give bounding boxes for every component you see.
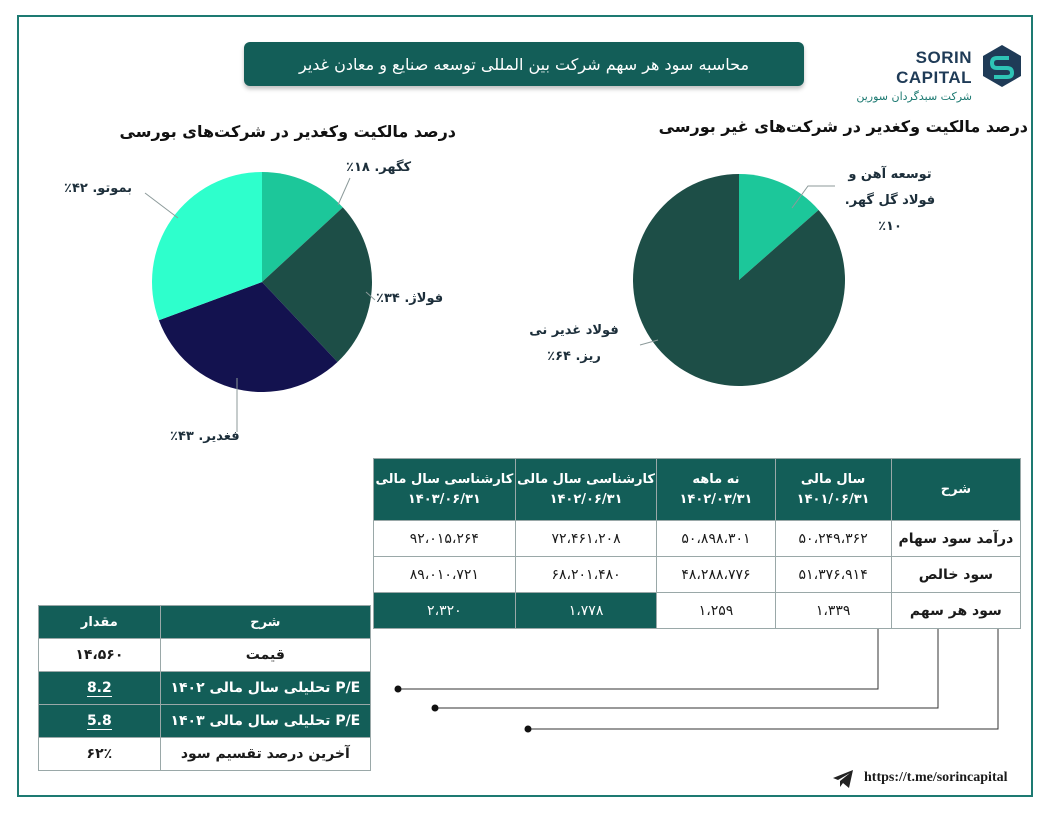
col-header: سال مالی ۱۴۰۱/۰۶/۳۱ [775, 459, 891, 521]
table-row [374, 593, 1021, 629]
col-header: کارشناسی سال مالی ۱۴۰۲/۰۶/۳۱ [515, 459, 657, 521]
page-title-text: محاسبه سود هر سهم شرکت بین المللی توسعه صنایع و معادن غدیر [298, 54, 750, 74]
table-cell: ۶۲٪ [39, 738, 161, 771]
row-label: P/E تحلیلی سال مالی ۱۴۰۲ [160, 672, 370, 705]
row-label: P/E تحلیلی سال مالی ۱۴۰۳ [160, 705, 370, 738]
table-cell: ۵۰،۸۹۸،۳۰۱ [657, 521, 775, 557]
table-cell: ۴۸،۲۸۸،۷۷۶ [657, 557, 775, 593]
table-row [374, 521, 1021, 557]
telegram-link[interactable]: https://t.me/sorincapital [864, 770, 1008, 785]
pie-label-folaj: فولاژ. ۳۴٪ [376, 291, 444, 306]
chart-title-unlisted: درصد مالکیت وکغدیر در شرکت‌های غیر بورسی [658, 117, 1028, 136]
row-label: درآمد سود سهام [891, 521, 1020, 557]
table-cell-highlight: ۲،۳۲۰ [374, 593, 516, 629]
valuation-table-header [39, 606, 371, 639]
brand-name: SORIN CAPITAL [896, 48, 972, 87]
pie-chart-unlisted [633, 174, 845, 386]
table-row [39, 705, 371, 738]
earnings-table [373, 458, 1021, 629]
table-row [39, 639, 371, 672]
table-cell: ۵۰،۲۴۹،۳۶۲ [775, 521, 891, 557]
table-cell: ۱۴،۵۶۰ [39, 639, 161, 672]
col-header: نه ماهه ۱۴۰۲/۰۳/۳۱ [657, 459, 775, 521]
table-cell: ۱،۲۵۹ [657, 593, 775, 629]
row-label: سود هر سهم [891, 593, 1020, 629]
table-row [39, 672, 371, 705]
connector-dot [395, 686, 402, 693]
col-header: مقدار [39, 606, 161, 639]
row-label: قیمت [160, 639, 370, 672]
table-cell: 8.2 [86, 680, 112, 696]
col-header: شرح [160, 606, 370, 639]
chart-title-listed: درصد مالکیت وکغدیر در شرکت‌های بورسی [119, 122, 456, 141]
brand-subtitle: شرکت سبدگردان سورین [856, 90, 972, 103]
table-row [39, 738, 371, 771]
col-header: کارشناسی سال مالی ۱۴۰۳/۰۶/۳۱ [374, 459, 516, 521]
pie-label-neyriz: فولاد غدیر نی ریز. ۶۴٪ [529, 323, 619, 364]
valuation-table [38, 605, 371, 771]
earnings-table-header [374, 459, 1021, 521]
pie-label-kgohar: کگهر. ۱۸٪ [346, 160, 412, 175]
row-label: سود خالص [891, 557, 1020, 593]
table-cell: ۱،۳۳۹ [775, 593, 891, 629]
table-row [374, 557, 1021, 593]
table-connectors [398, 628, 998, 729]
row-label: آخرین درصد تقسیم سود [160, 738, 370, 771]
paper-plane-icon[interactable] [832, 769, 854, 789]
col-header: شرح [891, 459, 1020, 521]
pie-label-golgohar: توسعه آهن و فولاد گل گهر. ۱۰٪ [844, 167, 936, 234]
table-cell: ۷۲،۴۶۱،۲۰۸ [515, 521, 657, 557]
table-cell-highlight: ۱،۷۷۸ [515, 593, 657, 629]
pie-chart-listed [152, 172, 372, 392]
table-cell: ۸۹،۰۱۰،۷۲۱ [374, 557, 516, 593]
table-cell: ۶۸،۲۰۱،۴۸۰ [515, 557, 657, 593]
table-cell: 5.8 [86, 713, 112, 729]
table-cell: ۹۲،۰۱۵،۲۶۴ [374, 521, 516, 557]
pie-label-ghadir: فغدیر. ۴۳٪ [170, 429, 240, 444]
pie-label-bmoto: بموتو. ۴۲٪ [64, 181, 133, 196]
table-cell: ۵۱،۳۷۶،۹۱۴ [775, 557, 891, 593]
connector-dot [525, 726, 532, 733]
connector-dot [432, 705, 439, 712]
